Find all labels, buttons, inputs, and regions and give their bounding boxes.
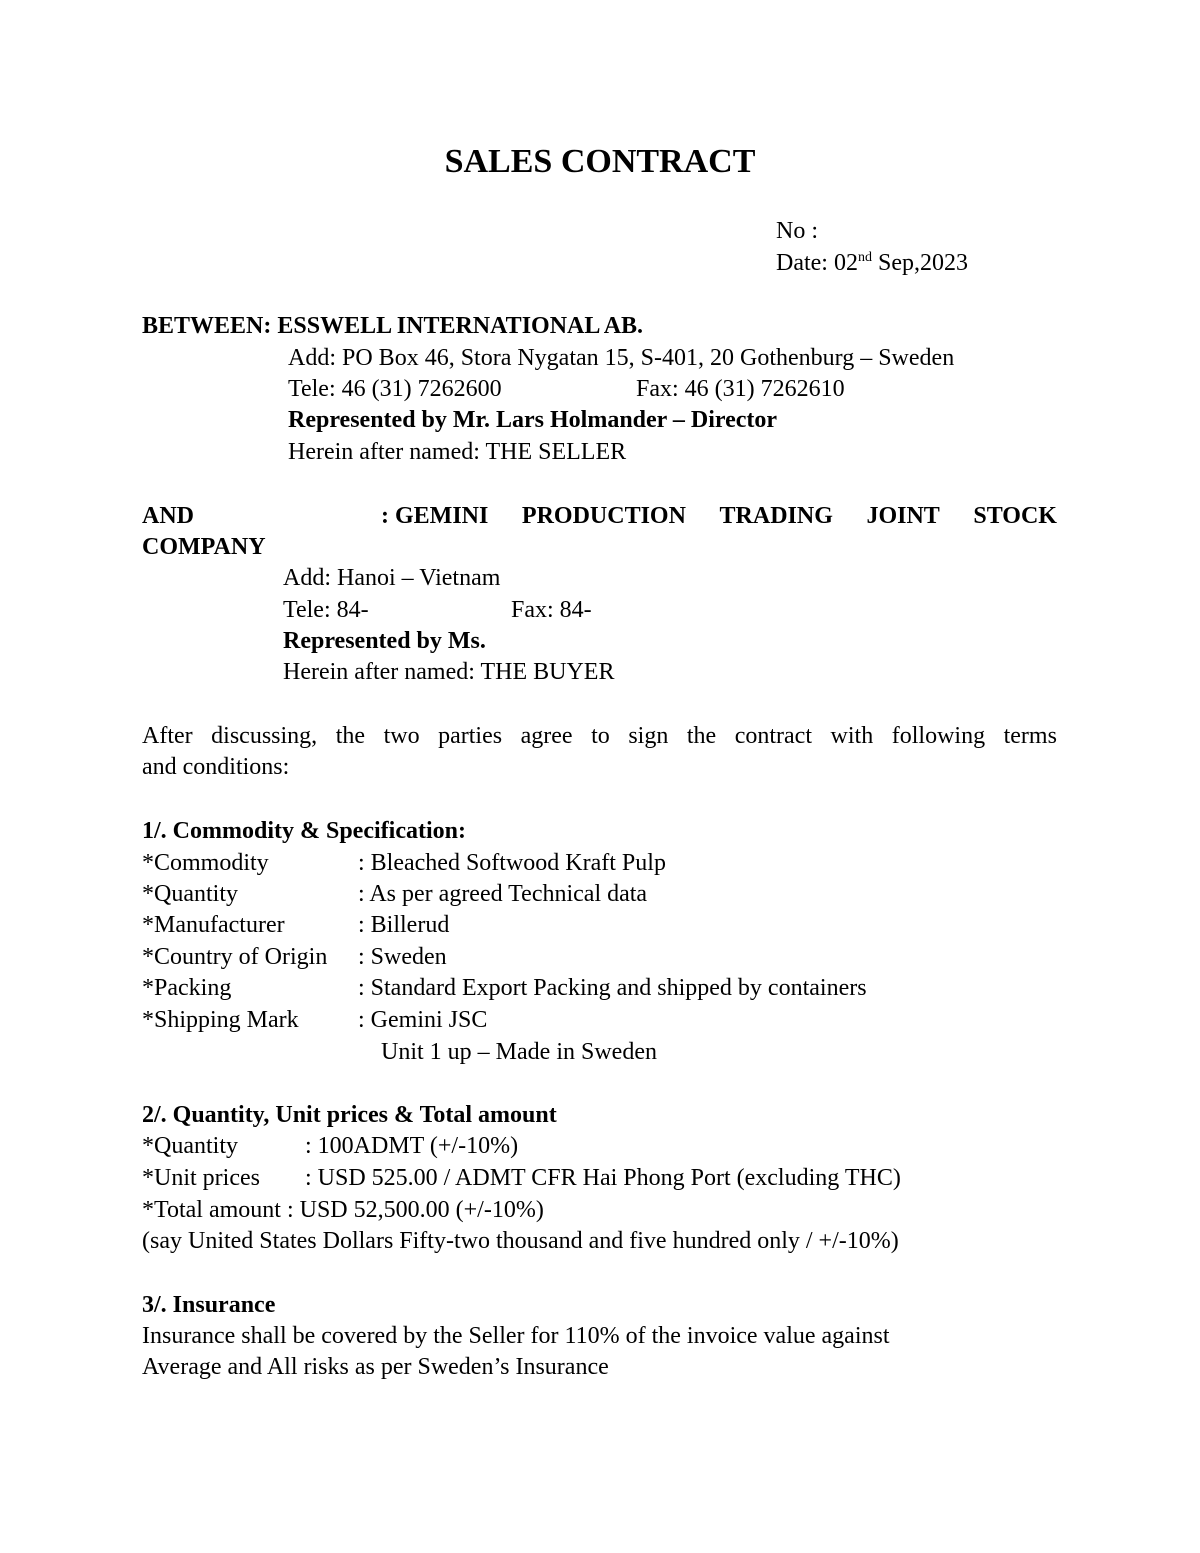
section-1-heading: 1/. Commodity & Specification: — [142, 818, 466, 844]
seller-herein: Herein after named: THE SELLER — [288, 439, 627, 465]
buyer-address: Add: Hanoi – Vietnam — [283, 565, 501, 591]
buyer-label: AND — [142, 503, 194, 529]
spec-value: : Bleached Softwood Kraft Pulp — [358, 850, 666, 876]
spec-label: *Packing — [142, 975, 232, 1001]
spec-value: : Standard Export Packing and shipped by containers — [358, 975, 867, 1001]
intro-line-2: and conditions: — [142, 754, 290, 780]
shipping-mark-line-2: Unit 1 up – Made in Sweden — [381, 1039, 657, 1065]
date-prefix: Date: 02 — [776, 250, 858, 276]
spec-value: : Sweden — [358, 944, 447, 970]
spec-label: *Commodity — [142, 850, 269, 876]
intro-word: with — [830, 723, 874, 749]
section-2-heading: 2/. Quantity, Unit prices & Total amount — [142, 1102, 557, 1128]
amount-in-words: (say United States Dollars Fifty-two thousand and five hundred only / +/-10%) — [142, 1228, 899, 1254]
document-title: SALES CONTRACT — [444, 143, 756, 180]
seller-heading — [142, 312, 643, 340]
seller-name: ESSWELL INTERNATIONAL AB. — [277, 313, 644, 339]
date-suffix: Sep,2023 — [871, 250, 968, 276]
buyer-name-word: STOCK — [973, 503, 1057, 529]
buyer-name-word: JOINT — [866, 503, 940, 529]
buyer-name-word: PRODUCTION — [521, 503, 686, 529]
buyer-name-line — [381, 502, 1057, 530]
intro-word: two — [383, 723, 420, 749]
section-3-heading: 3/. Insurance — [142, 1292, 276, 1318]
contract-date — [776, 249, 968, 277]
contract-number: No : — [776, 218, 818, 244]
spec-label: *Manufacturer — [142, 912, 285, 938]
spec-value: : Gemini JSC — [358, 1007, 488, 1033]
seller-tele: Tele: 46 (31) 7262600 — [288, 376, 502, 402]
seller-label: BETWEEN: — [142, 313, 272, 339]
total-amount: *Total amount : USD 52,500.00 (+/-10%) — [142, 1197, 544, 1223]
buyer-tele: Tele: 84- — [283, 597, 369, 623]
unit-price-value: : USD 525.00 / ADMT CFR Hai Phong Port (excluding THC) — [305, 1165, 901, 1191]
insurance-line-1: Insurance shall be covered by the Seller for 110% of the invoice value against — [142, 1323, 890, 1349]
buyer-representative: Represented by Ms. — [283, 628, 486, 654]
intro-word: the — [686, 723, 717, 749]
intro-word: the — [335, 723, 366, 749]
intro-word: After — [142, 723, 193, 749]
buyer-fax: Fax: 84- — [511, 597, 592, 623]
intro-line-1 — [142, 722, 1057, 750]
unit-price-label: *Unit prices — [142, 1165, 260, 1191]
spec-label: *Country of Origin — [142, 944, 328, 970]
spec-label: *Shipping Mark — [142, 1007, 299, 1033]
spec-label: *Quantity — [142, 881, 238, 907]
intro-word: discussing, — [211, 723, 318, 749]
intro-word: terms — [1003, 723, 1057, 749]
seller-fax: Fax: 46 (31) 7262610 — [636, 376, 845, 402]
spec-value: : Billerud — [358, 912, 450, 938]
buyer-herein: Herein after named: THE BUYER — [283, 659, 615, 685]
buyer-name-word: TRADING — [719, 503, 833, 529]
insurance-line-2: Average and All risks as per Sweden’s Insurance — [142, 1354, 609, 1380]
seller-representative: Represented by Mr. Lars Holmander – Director — [288, 407, 778, 433]
intro-word: to — [591, 723, 610, 749]
intro-word: parties — [438, 723, 503, 749]
intro-word: sign — [628, 723, 669, 749]
date-ordinal: nd — [857, 250, 872, 265]
quantity-label: *Quantity — [142, 1133, 238, 1159]
intro-word: contract — [734, 723, 813, 749]
intro-word: following — [891, 723, 986, 749]
seller-address: Add: PO Box 46, Stora Nygatan 15, S-401, 20 Gothenburg – Sweden — [288, 345, 955, 371]
buyer-name-word: : GEMINI — [381, 503, 489, 529]
intro-word: agree — [520, 723, 573, 749]
quantity-value: : 100ADMT (+/-10%) — [305, 1133, 519, 1159]
buyer-name-continued: COMPANY — [142, 534, 266, 560]
spec-value: : As per agreed Technical data — [358, 881, 648, 907]
